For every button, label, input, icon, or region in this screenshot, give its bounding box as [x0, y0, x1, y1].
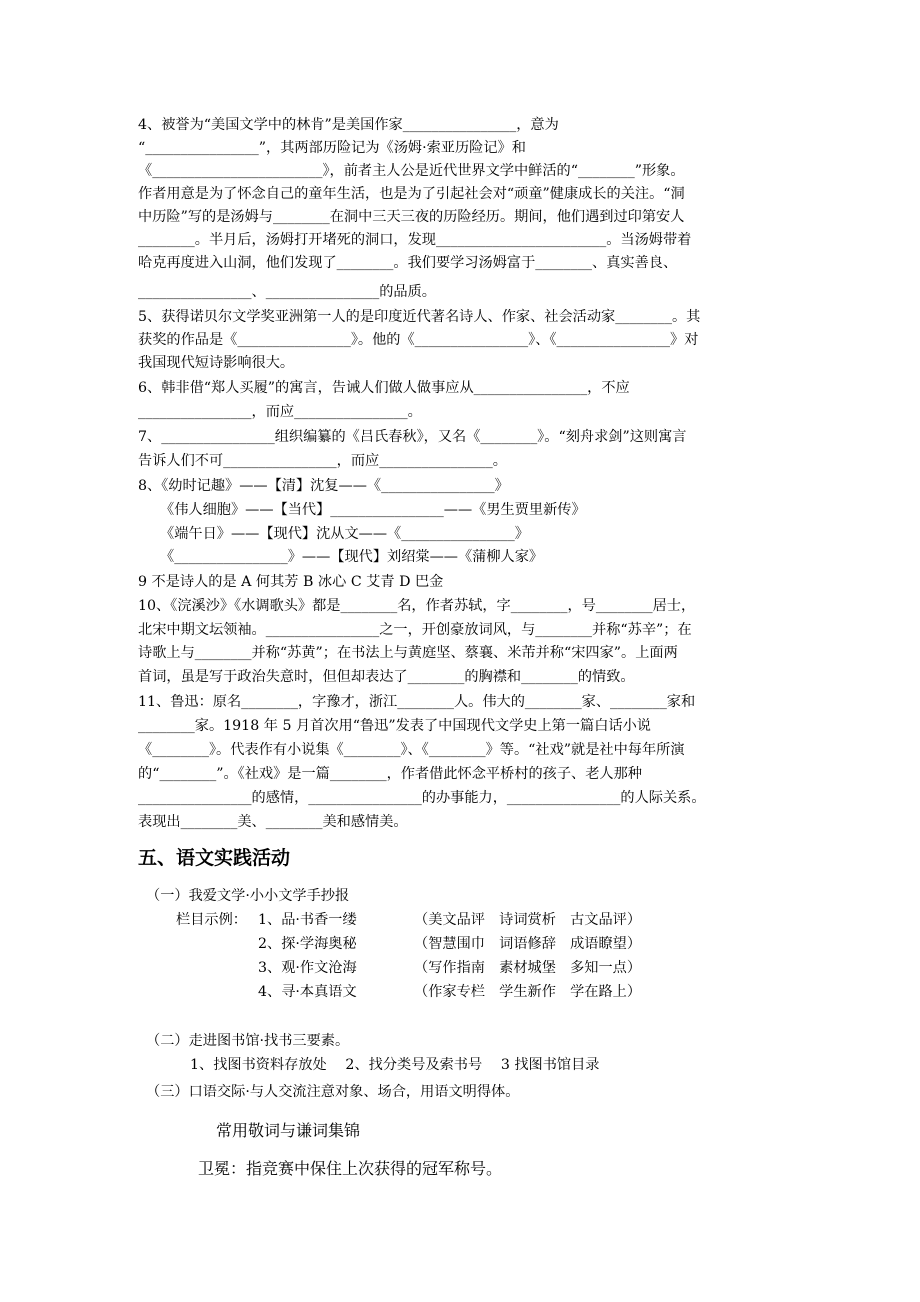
q7-line-2: 告诉人们不可________________，而应________________。: [138, 453, 507, 469]
q4-line-7: 哈克再度进入山洞，他们发现了________。我们要学习汤姆富于________、真实善良、: [138, 255, 678, 271]
column-item-3-topics: （写作指南 素材城堡 多知一点）: [414, 960, 642, 976]
q4-line-2: “________________”，其两部历险记为《汤姆·索亚历险记》和: [138, 140, 526, 156]
part1-intro: 栏目示例：: [176, 912, 247, 928]
part2-title: （二）走进图书馆·找书三要素。: [146, 1033, 350, 1049]
q11-line-1: 11、鲁迅：原名________，字豫才，浙江________人。伟大的________家、________家和: [138, 694, 696, 710]
q4-line-1: 4、被誉为“美国文学中的林肯”是美国作家________________，意为: [138, 117, 559, 133]
q10-line-4: 首词，虽是写于政治失意时，但但却表达了________的胸襟和________的情致。: [138, 669, 635, 685]
q6-line-1: 6、韩非借“郑人买履”的寓言，告诫人们做人做事应从________________，不应: [138, 380, 630, 396]
column-item-3: 3、观·作文沧海: [258, 960, 357, 976]
q8-line-2: 《伟人细胞》——【当代】________________——《男生贾里新传》: [160, 502, 586, 518]
q4-line-3: 《________________________》，前者主人公是近代世界文学中鲜活的“________”形象。: [138, 163, 685, 179]
q10-line-3: 诗歌上与________并称“苏黄”；在书法上与黄庭坚、蔡襄、米芾并称“宋四家”。上面两: [138, 645, 678, 661]
q11-line-6: 表现出________美、________美和感情美。: [138, 814, 408, 830]
q4-line-6: ________。半月后，汤姆打开堵死的洞口，发现________________________。当汤姆带着: [138, 232, 692, 248]
part1-title: （一）我爱文学·小小文学手抄报: [146, 888, 350, 904]
q11-line-5: ________________的感情，________________的办事能力，________________的人际关系。: [138, 790, 706, 806]
q5-line-2: 获奖的作品是《________________》。他的《________________》、《________________》对: [138, 332, 699, 348]
q11-line-2: ________家。1918 年 5 月首次用“鲁迅”发表了中国现代文学史上第一篇白话小说: [138, 718, 651, 734]
q10-line-2: 北宋中期文坛领袖。________________之一，开创豪放词风，与________并称“苏辛”；在: [138, 622, 692, 638]
q5-line-1: 5、获得诺贝尔文学奖亚洲第一人的是印度近代著名诗人、作家、社会活动家________。其: [138, 309, 701, 325]
q5-line-3: 我国现代短诗影响很大。: [138, 355, 295, 371]
column-item-2: 2、探·学海奥秘: [258, 936, 357, 952]
part2-steps: 1、找图书资料存放处 2、找分类号及索书号 3 找图书馆目录: [190, 1057, 600, 1073]
q10-line-1: 10、《浣溪沙》《水调歌头》都是________名，作者苏轼，字________，号________居士，: [138, 598, 696, 614]
honorific-title: 常用敬词与谦词集锦: [216, 1121, 361, 1140]
q8-line-1: 8、《幼时记趣》——【清】沈复——《________________》: [138, 478, 509, 494]
q9-line: 9 不是诗人的是 A 何其芳 B 冰心 C 艾青 D 巴金: [138, 574, 444, 590]
q7-line-1: 7、________________组织编纂的《吕氏春秋》，又名《________》。“刻舟求剑”这则寓言: [138, 429, 687, 445]
q8-line-4: 《________________》——【现代】刘绍棠——《蒲柳人家》: [160, 549, 544, 565]
q4-line-8: ________________、________________的品质。: [138, 284, 436, 300]
column-item-4: 4、寻·本真语文: [258, 984, 357, 1000]
column-item-1-topics: （美文品评 诗词赏析 古文品评）: [414, 912, 642, 928]
q8-line-3: 《端午日》——【现代】沈从文——《________________》: [160, 526, 529, 542]
column-item-4-topics: （作家专栏 学生新作 学在路上）: [414, 984, 642, 1000]
q11-line-4: 的“________”。《社戏》是一篇________，作者借此怀念平桥村的孩子、老人那种: [138, 766, 642, 782]
part3-title: （三）口语交际·与人交流注意对象、场合，用语文明得体。: [146, 1084, 520, 1100]
section-5-heading: 五、语文实践活动: [138, 847, 291, 869]
column-item-2-topics: （智慧围巾 词语修辞 成语瞭望）: [414, 936, 642, 952]
honorific-entry-1: 卫冕：指竞赛中保住上次获得的冠军称号。: [198, 1159, 503, 1178]
q4-line-4: 作者用意是为了怀念自己的童年生活，也是为了引起社会对“顽童”健康成长的关注。“洞: [138, 186, 685, 202]
q11-line-3: 《________》。代表作有小说集《________》、《________》等。“社戏”就是社中每年所演: [138, 742, 685, 758]
q4-line-5: 中历险”写的是汤姆与________在洞中三天三夜的历险经历。期间，他们遇到过印第安人: [138, 209, 685, 225]
column-item-1: 1、品·书香一缕: [258, 912, 357, 928]
q6-line-2: ________________，而应________________。: [138, 404, 422, 420]
